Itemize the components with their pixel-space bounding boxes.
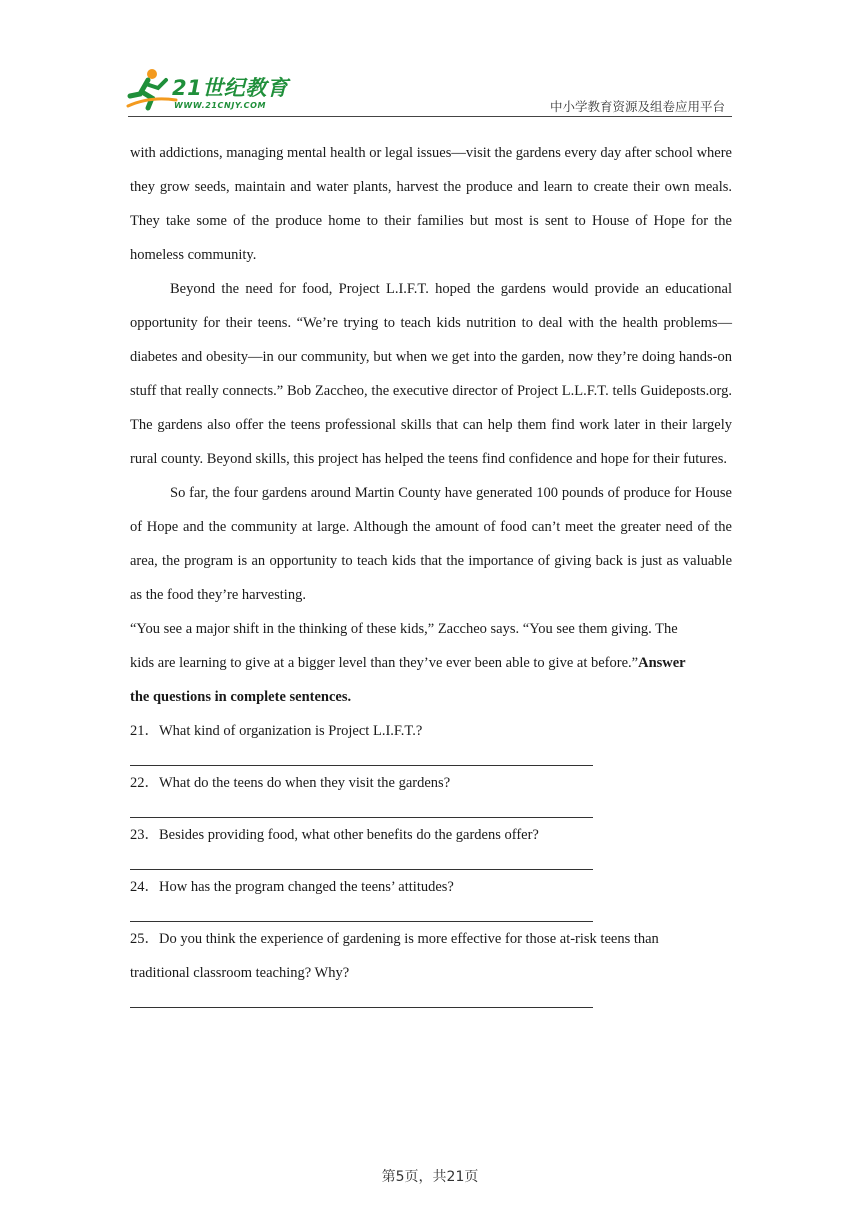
instruction-rest: the questions in complete sentences.: [130, 689, 352, 705]
logo-text: 21世纪教育: [172, 76, 289, 100]
quote-line-1: “You see a major shift in the thinking of these kids,” Zaccheo says. “You see them giving. The: [130, 621, 678, 637]
question-24: 24．How has the program changed the teens’ attitudes?: [130, 879, 454, 895]
runner-icon: [122, 66, 178, 112]
header-divider: [128, 116, 732, 117]
header-platform-text: 中小学教育资源及组卷应用平台: [549, 99, 725, 114]
quote-paragraph: [130, 612, 732, 714]
question-25: 25．Do you think the experience of gardening is more effective for those at-risk teens than traditional classroom teaching? Why?: [130, 931, 659, 981]
quote-line-2: kids are learning to give at a bigger level than they’ve ever been able to give at before.”: [130, 655, 639, 671]
paragraph-1: with addictions, managing mental health or legal issues—visit the gardens every day after school where they grow seeds, maintain and water plants, harvest the produce and learn to create their own meals. They take some of the produce home to their families but most is sent to House of Hope for the homeless community.: [130, 145, 732, 263]
instruction-answer: Answer: [638, 655, 686, 671]
question-23: 23．Besides providing food, what other benefits do the gardens offer?: [130, 827, 539, 843]
question-22: 22．What do the teens do when they visit the gardens?: [130, 775, 451, 791]
site-logo: [122, 66, 292, 116]
paragraph-3: So far, the four gardens around Martin County have generated 100 pounds of produce for House of Hope and the community at large. Although the amount of food can’t meet the greater need of the area, the program is an opportunity to teach kids that the importance of giving back is just as valuable as the food they’re harvesting.: [130, 485, 732, 603]
page-header: [0, 0, 860, 120]
question-21: 21．What kind of organization is Project L.I.F.T.?: [130, 723, 423, 739]
question-list: [130, 714, 732, 1008]
paragraph-2: Beyond the need for food, Project L.I.F.T. hoped the gardens would provide an educational opportunity for their teens. “We’re trying to teach kids nutrition to deal with the health problems—diabetes and obesity—in our community, but when we get into the garden, now they’re doing hands-on stuff that really connects.” Bob Zaccheo, the executive director of Project L.L.F.T. tells Guideposts.org. The gardens also offer the teens professional skills that can help them find work later in their largely rural county. Beyond skills, this project has helped the teens find confidence and hope for their futures.: [130, 281, 732, 467]
logo-url: WWW.21CNJY.COM: [174, 101, 267, 110]
document-body: [130, 136, 732, 1008]
page-footer: 第5页，共21页: [381, 1169, 479, 1185]
